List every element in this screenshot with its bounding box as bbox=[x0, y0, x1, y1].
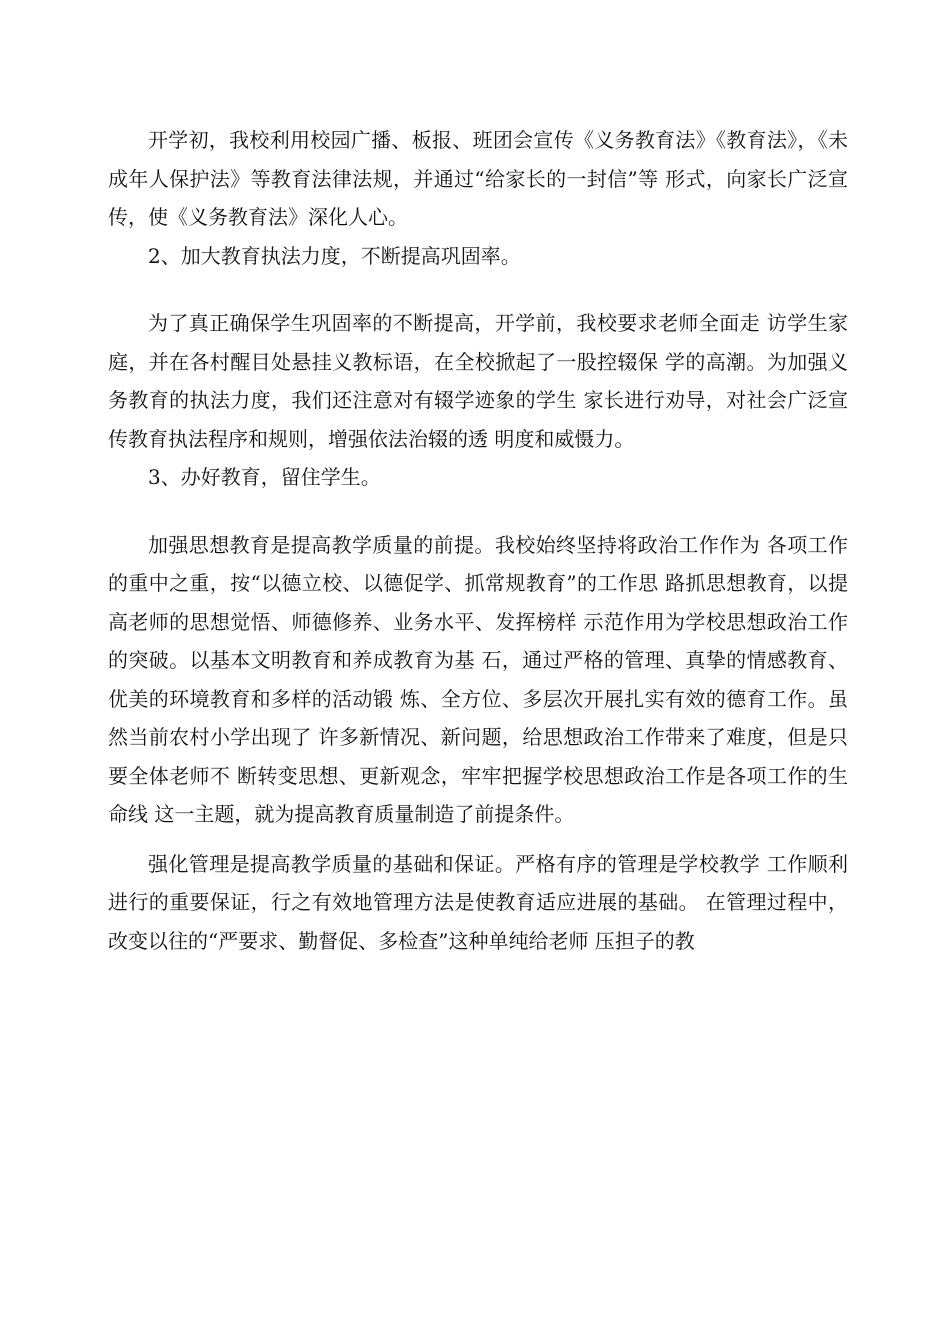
document-page bbox=[108, 121, 848, 960]
paragraph-publicity: 开学初，我校利用校园广播、板报、班团会宣传《义务教育法》《教育法》，《未成年人保护法》等教育法律法规，并通过“给家长的一封信”等 形式，向家长广泛宣传，使《义务教育法》深化人心。 bbox=[108, 128, 848, 229]
section-heading-2: 2、加大教育执法力度，不断提高巩固率。 bbox=[148, 243, 521, 268]
paragraph-enforcement: 为了真正确保学生巩固率的不断提高，开学前，我校要求老师全面走 访学生家庭，并在各村醒目处悬挂义教标语，在全校掀起了一股控辍保 学的高潮。为加强义务教育的执法力度，我们还注意对有辍学迹象的学生 家长进行劝导，对社会广泛宣传教育执法程序和规则，增强依法治辍的透 明度和威慑力。 bbox=[108, 311, 848, 451]
paragraph-management: 强化管理是提高教学质量的基础和保证。严格有序的管理是学校教学 工作顺利进行的重要保证，行之有效地管理方法是使教育适应进展的基础。 在管理过程中，改变以往的“严要求、勤督促、多检查”这种单纯给老师 压担子的教 bbox=[108, 851, 848, 953]
paragraph-ideological-education: 加强思想教育是提高教学质量的前提。我校始终坚持将政治工作作为 各项工作的重中之重，按“以德立校、以德促学、抓常规教育”的工作思 路抓思想教育，以提高老师的思想觉悟、师德修养、业务水平、发挥榜样 示范作用为学校思想政治工作的突破。以基本文明教育和养成教育为基 石，通过严格的管理、真挚的情感教育、优美的环境教育和多样的活动锻 炼、全方位、多层次开展扎实有效的德育工作。虽然当前农村小学出现了 许多新情况、新问题，给思想政治工作带来了难度，但是只要全体老师不 断转变思想、更新观念，牢牢把握学校思想政治工作是各项工作的生命线 这一主题，就为提高教育质量制造了前提条件。 bbox=[108, 532, 848, 826]
section-heading-3: 3、办好教育，留住学生。 bbox=[148, 465, 381, 489]
